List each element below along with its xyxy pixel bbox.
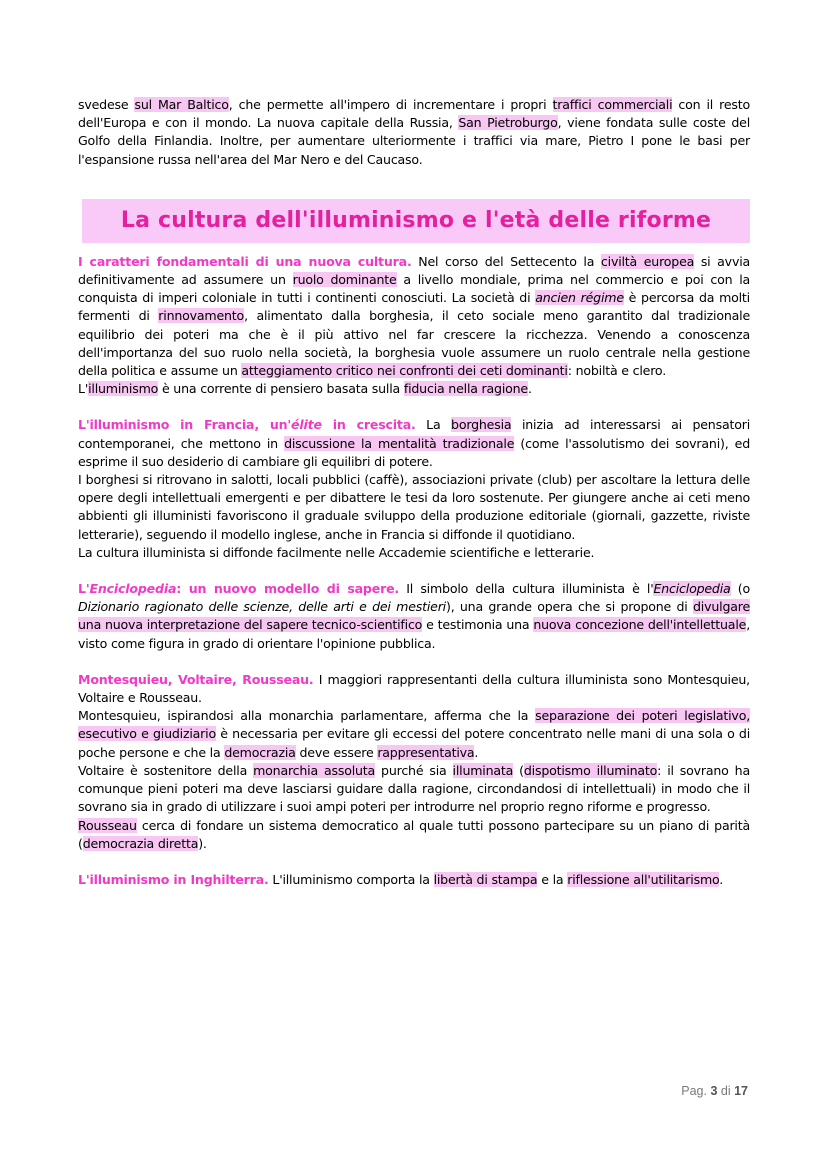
highlight: sul Mar Baltico: [134, 97, 229, 112]
heading-part: : un nuovo modello di sapere.: [176, 581, 400, 597]
highlight: fiducia nella ragione: [403, 381, 528, 397]
text: è una corrente di pensiero basata sulla: [158, 381, 404, 397]
highlight: dispotismo illuminato: [523, 762, 658, 778]
section-paragraph: [78, 580, 750, 653]
section-heading: [78, 417, 416, 432]
section-paragraph: I borghesi si ritrovano in salotti, locali pubblici (caffè), associazioni private (club) per ascoltare la lettura delle opere degli intellettuali emergenti e per dibattere le tesi da loro sostenute. Per giungere anche ai ceti meno abbienti gli illuministi favoriscono il graduale sviluppo della produzione editoriale (giornali, gazzette, riviste letterarie), seguendo il modello inglese, anche in Francia si diffonde il quotidiano.: [78, 472, 750, 542]
highlight: San Pietroburgo: [458, 115, 558, 131]
text: si avvia definitivamente ad assumere un: [78, 253, 751, 288]
text: ).: [198, 835, 207, 851]
page-content: [78, 96, 750, 889]
section-heading: L'illuminismo in Inghilterra.: [78, 871, 269, 887]
highlight: nuova concezione dell'intellettuale: [533, 617, 747, 633]
text: La: [415, 417, 452, 433]
montesquieu-paragraph: [78, 707, 750, 762]
text: (: [513, 762, 524, 778]
heading-part: Enciclopedia: [89, 581, 177, 597]
text: , visto come figura in grado di orientare l'opinione pubblica.: [78, 617, 750, 651]
text: , che permette all'impero di incrementare i propri: [228, 97, 553, 112]
section-paragraph: [78, 871, 750, 889]
highlight: rinnovamento: [158, 308, 245, 324]
text: e testimonia una: [422, 617, 534, 633]
section-heading: [78, 581, 399, 596]
text: svedese: [78, 97, 135, 112]
intro-paragraph: [78, 96, 750, 169]
rousseau-paragraph: [78, 817, 750, 853]
text: deve essere: [295, 744, 378, 760]
text: con il resto dell'Europa e con il mondo. La nuova capitale della Russia,: [78, 97, 751, 131]
text: è percorsa da molti fermenti di: [78, 290, 750, 324]
highlight: traffici commerciali: [552, 97, 673, 112]
total-pages: 17: [734, 1084, 748, 1098]
highlight: divulgare una nuova interpretazione del sapere tecnico-scientifico: [78, 599, 751, 633]
highlight: ruolo dominante: [292, 272, 397, 288]
highlight: democrazia diretta: [82, 835, 199, 851]
text: ), una grande opera che si propone di: [445, 599, 694, 615]
chapter-title-banner: [82, 199, 750, 243]
text: Voltaire è sostenitore della: [78, 762, 254, 778]
highlight: rappresentativa: [377, 744, 475, 760]
heading-part: L': [78, 581, 90, 597]
highlight: illuminismo: [88, 381, 159, 397]
text: Nel corso del Settecento la: [411, 253, 601, 269]
highlight: Rousseau: [78, 817, 137, 833]
text: (come l'assolutismo dei sovrani), ed esprime il suo desiderio di cambiare gli equilibri di potere.: [78, 435, 750, 469]
section-paragraph: [78, 416, 750, 471]
text: : il sovrano ha comunque pieni poteri ma deve lasciarsi guidare dalla ragione, circondandosi di intellettuali) in modo che il sovrano sia in grado di utilizzare i suoi ampi poteri per introdurre nel proprio regno riforme e progresso.: [78, 762, 750, 815]
text: , alimentato dalla borghesia, il ceto sociale meno garantito dal tradizionale equilibrio dei poteri ma che è il più attivo nel far crescere la ricchezza. Venendo a conoscenza dell'importanza del suo ruolo nella società, la borghesia vuole assumere un ruolo centrale nella gestione della politica e assume un: [78, 308, 750, 379]
page-number: [681, 1084, 748, 1098]
section-paragraph: [78, 380, 750, 398]
chapter-title: La cultura dell'illuminismo e l'età delle riforme: [120, 208, 712, 234]
page-number-prefix: Pag.: [681, 1084, 711, 1098]
highlight: discussione la mentalità tradizionale: [284, 435, 515, 451]
section-caratteri: [78, 253, 750, 399]
text: .: [527, 381, 532, 397]
text: Montesquieu, ispirandosi alla monarchia parlamentare, afferma che la: [78, 708, 536, 724]
section-enciclopedia: [78, 580, 750, 653]
text: Il simbolo della cultura illuminista è l': [399, 581, 654, 597]
text: , viene fondata sulle coste del Golfo della Finlandia. Inoltre, per aumentare ulteriormente i traffici via mare, Pietro I pone le basi per l'espansione russa nell'area del Mar Nero e del Caucaso.: [78, 115, 751, 167]
text: I maggiori rappresentanti della cultura illuminista sono Montesquieu, Voltaire e Rousseau.: [78, 671, 750, 706]
heading-part: élite: [291, 417, 322, 433]
highlight: illuminata: [452, 762, 514, 778]
section-paragraph: [78, 253, 750, 380]
section-heading: Montesquieu, Voltaire, Rousseau.: [78, 671, 314, 687]
section-francia: [78, 416, 750, 562]
section-paragraph: La cultura illuminista si diffonde facilmente nelle Accademie scientifiche e letterarie.: [78, 544, 595, 560]
text: è necessaria per evitare gli eccessi del potere concentrato nelle mani di una sola o di poche persone e che la: [78, 726, 751, 760]
voltaire-paragraph: [78, 762, 750, 817]
highlight: libertà di stampa: [433, 871, 538, 887]
heading-part: L'illuminismo in Francia, un': [78, 417, 292, 433]
highlight: atteggiamento critico nei confronti dei ceti dominanti: [241, 363, 568, 379]
highlight: separazione dei poteri legislativo, esecutivo e giudiziario: [78, 708, 750, 742]
text: inizia ad interessarsi ai pensatori contemporanei, che mettono in: [78, 417, 750, 451]
text: .: [719, 871, 724, 887]
section-heading: I caratteri fondamentali di una nuova cultura.: [78, 253, 412, 269]
section-autori: [78, 671, 750, 853]
current-page: 3: [710, 1084, 718, 1098]
italic-text: Dizionario ragionato delle scienze, delle arti e dei mestieri: [78, 599, 446, 615]
text: .: [474, 744, 479, 760]
highlight: monarchia assoluta: [253, 762, 376, 778]
text: e la: [537, 871, 568, 887]
heading-part: in crescita.: [321, 417, 416, 433]
highlight: riflessione all'utilitarismo: [567, 871, 720, 887]
text: : nobiltà e clero.: [567, 363, 667, 379]
text: L'illuminismo comporta la: [268, 871, 434, 887]
highlight: Enciclopedia: [653, 581, 731, 597]
page-number-separator: di: [717, 1084, 735, 1098]
highlight: ancien régime: [535, 290, 624, 306]
text: (o: [730, 581, 750, 597]
text: a livello mondiale, prima nel commercio e poi con la conquista di imperi coloniale in tutti i continenti conosciuti. La società di: [78, 272, 751, 306]
text: cerca di fondare un sistema democratico al quale tutti possono partecipare su un piano di parità (: [78, 817, 750, 851]
highlight: civiltà europea: [600, 253, 695, 269]
text: purché sia: [375, 762, 453, 778]
section-inghilterra: [78, 871, 750, 889]
highlight: borghesia: [451, 417, 512, 433]
section-paragraph: [78, 671, 750, 707]
text: L': [78, 381, 89, 397]
highlight: democrazia: [224, 744, 296, 760]
